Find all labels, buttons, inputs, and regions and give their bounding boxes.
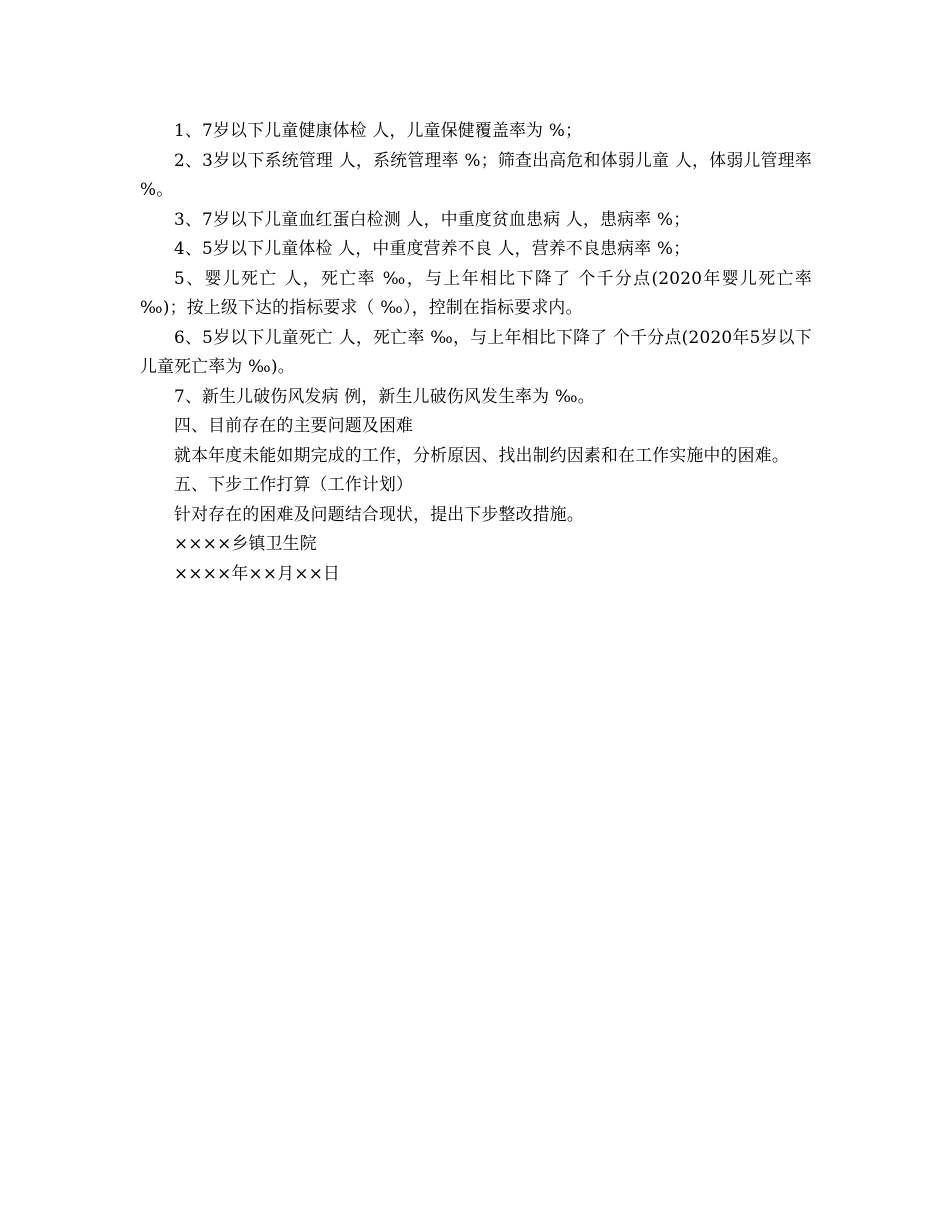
signature-organization: ××××乡镇卫生院 xyxy=(174,533,317,553)
signature-date: ××××年××月××日 xyxy=(174,562,341,583)
section-heading-next-plan: 五、下步工作打算（工作计划） xyxy=(174,474,414,494)
problems-description: 就本年度未能如期完成的工作，分析原因、找出制约因素和在工作实施中的困难。 xyxy=(174,444,789,465)
item-5-infant-mortality: 5、婴儿死亡 人，死亡率 ‰，与上年相比下降了 个千分点(2020年婴儿死亡率 ‰)；按上级下达的指标要求（ ‰），控制在指标要求内。 xyxy=(140,267,812,317)
item-6-under-five-mortality: 6、5岁以下儿童死亡 人，死亡率 ‰，与上年相比下降了 个千分点(2020年5岁以下儿童死亡率为 ‰)。 xyxy=(140,326,812,376)
item-4-nutrition-checkup: 4、5岁以下儿童体检 人，中重度营养不良 人，营养不良患病率 %； xyxy=(174,238,691,258)
document-body xyxy=(140,116,812,588)
item-7-neonatal-tetanus: 7、新生儿破伤风发病 例，新生儿破伤风发生率为 ‰。 xyxy=(174,385,595,406)
item-1-child-health-checkup: 1、7岁以下儿童健康体检 人，儿童保健覆盖率为 %； xyxy=(174,120,583,140)
next-plan-description: 针对存在的困难及问题结合现状，提出下步整改措施。 xyxy=(174,503,584,524)
item-3-hemoglobin-test: 3、7岁以下儿童血红蛋白检测 人，中重度贫血患病 人，患病率 %； xyxy=(174,208,691,229)
item-2-system-management: 2、3岁以下系统管理 人，系统管理率 %；筛查出高危和体弱儿童 人，体弱儿管理率 %。 xyxy=(140,149,812,199)
section-heading-problems: 四、目前存在的主要问题及困难 xyxy=(174,415,414,435)
